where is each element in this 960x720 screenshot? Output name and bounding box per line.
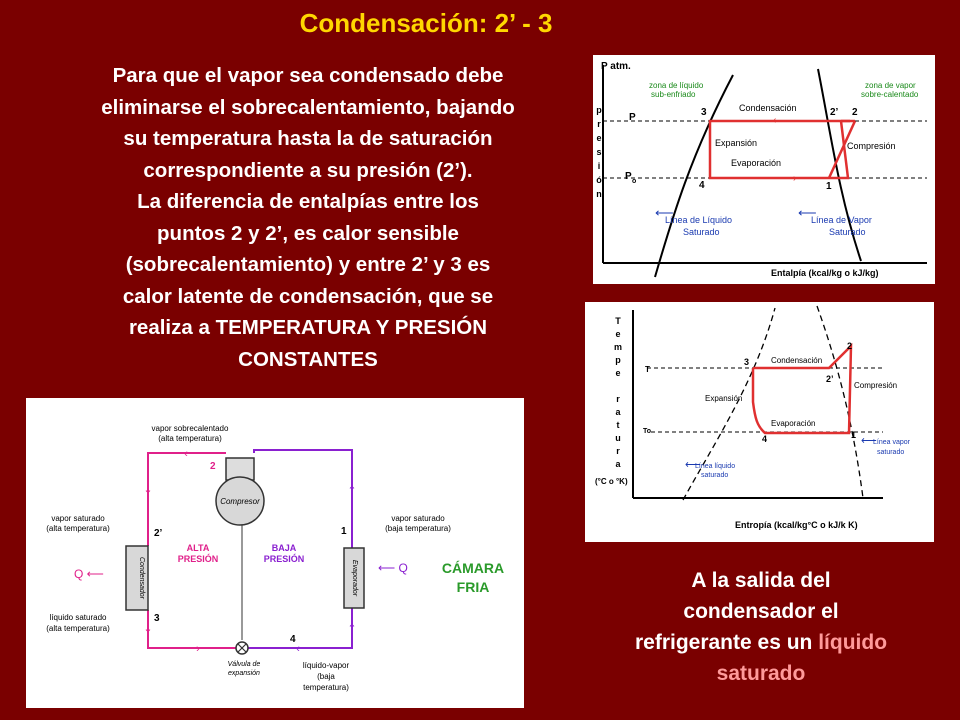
ph-p-label: P [629,112,636,123]
ph-point-2: 2 [852,107,858,118]
cycle-schematic [26,398,524,708]
ph-zone-vapor: zona de vapor [865,81,916,90]
high-pressure-line-bottom [148,610,241,648]
ph-arrow-icon: ⟵ [798,205,817,220]
flow-arrow-icon: ‹ [184,448,188,460]
label-top: (alta temperatura) [158,434,222,443]
explanation-line: realiza a TEMPERATURA Y PRESIÓN [128,316,488,339]
low-pressure-label: PRESIÓN [263,554,305,564]
heat-out-arrow: Q ⟵ [74,567,104,581]
ts-y-letter: t [616,420,620,430]
ts-y-letter: e [615,329,621,339]
explanation-line: eliminarse el sobrecalentamiento, bajando [101,95,515,119]
flow-arrow-icon: › [196,643,200,655]
explanation-line: Para que el vapor sea condensado debe [112,64,504,87]
caption-line: A la salida del [691,569,831,592]
ts-y-letter: e [615,368,621,378]
ts-sat-liquid-label: Línea líquido [695,463,736,470]
cycle-schematic-panel [26,398,524,708]
high-pressure-label: PRESIÓN [177,554,219,564]
ph-y-letter: n [596,189,602,199]
caption-line: refrigerante es un [634,631,819,654]
ts-x-axis-title: Entropía (kcal/kg°C o kJ/k K) [735,520,858,530]
ts-point-3: 3 [744,357,750,367]
page-title: Condensación: 2’ - 3 [299,8,553,38]
ts-sat-liquid-label: saturado [701,472,729,479]
ts-y-letter: T [615,316,621,326]
low-pressure-label: BAJA [271,543,297,553]
cycle-point-2p: 2’ [154,528,163,539]
ts-t-label: T [645,365,650,374]
label-right-lower: líquido-vapor [302,661,350,670]
ph-sat-liquid-label: Saturado [683,227,720,237]
camara-fria-label: FRIA [456,579,490,595]
caption-highlight: saturado [716,662,806,685]
ts-y-letter: r [616,446,620,456]
ts-y-units: (°C o °K) [595,477,628,486]
flow-arrow-icon: ‹ [296,643,300,655]
caption-line: condensador el [683,600,839,623]
cycle-point-4: 4 [290,634,296,645]
heat-in-arrow: ⟵ Q [378,561,408,575]
caption-text [585,565,937,689]
ts-sat-liquid-curve [683,308,775,500]
ph-label-evaporacion: Evaporación [731,158,782,168]
cycle-point-2: 2 [210,461,216,472]
ph-y-letter: ó [596,175,602,185]
condenser-label: Condensador [138,556,145,600]
ts-diagram-panel [585,302,934,542]
ph-diagram [593,55,935,284]
ts-point-4: 4 [762,434,768,444]
flow-arrow-icon: ⌄ [143,623,153,635]
ph-point-3: 3 [701,107,707,118]
ts-arrow-icon: ⟵ [685,459,701,471]
ts-sat-vapor-label: Línea vapor [873,439,910,446]
ph-po-sub: o [632,178,637,185]
ph-arrow-cond: ‹ [773,115,777,126]
compressor-label: Compresor [220,497,260,506]
ts-y-letter: r [616,394,620,404]
ph-y-letter: s [596,147,602,157]
ts-arrow-icon: ⟵ [861,435,877,447]
label-left-lower: líquido saturado [49,613,107,622]
ts-label-condensacion: Condensación [771,356,823,365]
label-right-upper: (baja temperatura) [385,524,451,533]
high-pressure-label: ALTA [186,543,210,553]
explanation-line: (sobrecalentamiento) y entre 2’ y 3 es [125,253,491,276]
explanation-line: correspondiente a su presión (2’). [143,158,473,182]
ph-point-4: 4 [699,180,705,191]
explanation-line: calor latente de condensación, que se [122,284,494,308]
ph-label-condensacion: Condensación [739,103,797,113]
low-pressure-line-bottom [248,608,352,648]
ph-arrow-evap: › [793,173,797,184]
flow-arrow-icon: ⌃ [347,623,357,635]
ph-zone-liquid: zona de líquido [649,81,704,90]
ts-sat-vapor-label: saturado [877,449,905,456]
evaporator-label: Evaporador [351,559,358,597]
ph-arrow-icon: ⟵ [655,205,674,220]
ph-y-letter: i [597,161,601,171]
ph-zone-liquid: sub-enfriado [651,90,696,99]
ph-point-2p: 2’ [830,107,839,118]
explanation-line: CONSTANTES [238,347,378,371]
label-right-lower: (baja [317,672,335,681]
ph-sat-vapor-label: Línea de Vapor [811,215,872,225]
cycle-point-3: 3 [154,613,160,624]
ph-diagram-panel [593,55,935,284]
ts-to-label: To [643,428,652,435]
label-left-lower: (alta temperatura) [46,624,110,633]
label-top: vapor sobrecalentado [151,424,229,433]
valve-label: Válvula de [227,661,261,668]
ts-point-1: 1 [851,430,857,440]
ph-y-axis-title: P atm. [601,61,631,72]
ph-label-expansion: Expansión [715,138,758,148]
label-right-upper: vapor saturado [391,514,445,523]
caption-highlight: líquido [818,631,888,654]
ts-y-letter: a [615,459,621,469]
ts-label-compresion: Compresión [854,381,898,390]
ph-x-axis-title: Entalpía (kcal/kg o kJ/kg) [771,268,879,278]
ts-y-letter: m [613,342,623,352]
ts-point-2p: 2’ [826,374,834,384]
ph-zone-vapor: sobre-calentado [861,90,919,99]
ph-sat-liquid-label: Línea de Líquido [665,215,733,225]
ph-y-letter: p [596,105,602,115]
low-pressure-line-top [254,450,352,548]
label-right-lower: temperatura) [303,683,349,692]
ts-sat-vapor-curve [817,306,863,498]
ph-y-letter: e [596,133,602,143]
ts-y-letter: p [615,355,621,365]
camara-fria-label: CÁMARA [441,560,505,576]
label-left-upper: vapor saturado [51,514,105,523]
ph-y-letter: r [597,119,601,129]
ts-y-letter: u [615,433,621,443]
ts-point-2: 2 [847,341,853,351]
flow-arrow-icon: ⌃ [347,485,357,497]
explanation-line: puntos 2 y 2’, es calor sensible [157,221,459,245]
ts-diagram [585,302,934,542]
flow-arrow-icon: ⌄ [143,484,153,496]
explanation-text [30,60,586,375]
ph-sat-vapor-label: Saturado [829,227,866,237]
ph-point-1: 1 [826,181,832,192]
ph-po-label: P [625,171,632,182]
ts-y-letter: a [615,407,621,417]
ph-label-compresion: Compresión [847,141,896,151]
ts-label-expansion: Expansión [705,394,743,403]
explanation-line: La diferencia de entalpías entre los [137,190,479,213]
label-left-upper: (alta temperatura) [46,524,110,533]
valve-label: expansión [228,670,260,677]
explanation-line: su temperatura hasta la de saturación [123,127,493,150]
ph-sat-liquid-curve [655,75,733,277]
cycle-point-1: 1 [341,526,347,537]
ts-label-evaporacion: Evaporación [771,419,816,428]
